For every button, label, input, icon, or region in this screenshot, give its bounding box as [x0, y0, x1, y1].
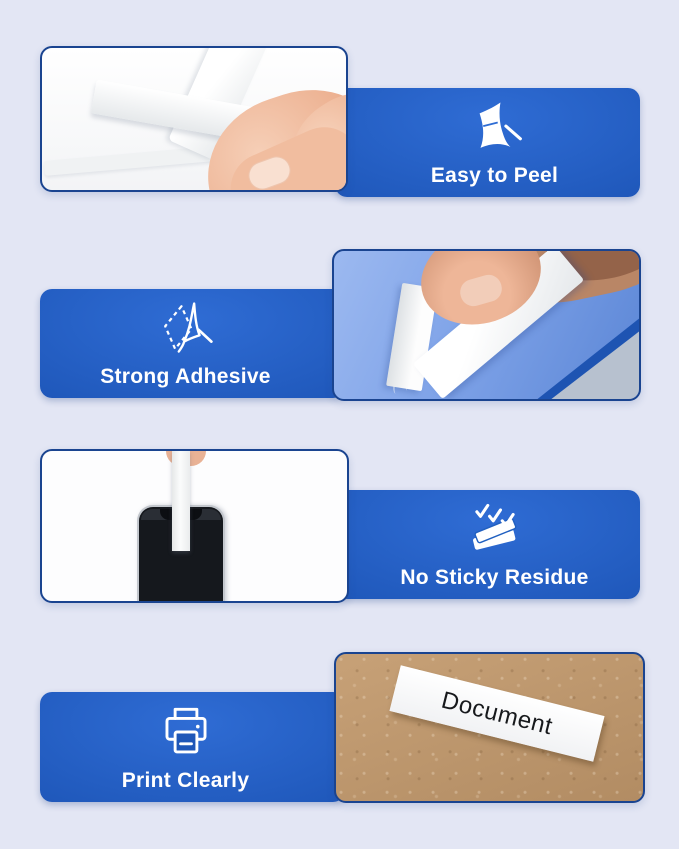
feature-banner-easy-to-peel [335, 88, 640, 197]
printer-icon [157, 703, 215, 761]
feature-banner-print-clearly [40, 692, 345, 802]
feature-label: Easy to Peel [430, 164, 559, 187]
photo-card-document-label [334, 652, 645, 803]
photo-card-adhesive-peel [332, 249, 641, 401]
feature-label: Print Clearly [121, 769, 250, 792]
photo-card-peeling-label [40, 46, 348, 192]
label-stack-checks-icon [466, 500, 524, 558]
document-label [389, 665, 604, 761]
feature-label: Strong Adhesive [100, 365, 271, 388]
feature-label: No Sticky Residue [400, 566, 589, 589]
label-strip [172, 451, 190, 551]
document-label-text: Document [438, 686, 556, 740]
feature-banner-strong-adhesive [40, 289, 345, 398]
peel-label-icon [466, 98, 524, 156]
dashed-label-peel-icon [157, 299, 215, 357]
feature-banner-no-sticky-residue [335, 490, 640, 599]
photo-card-phone-label [40, 449, 349, 603]
